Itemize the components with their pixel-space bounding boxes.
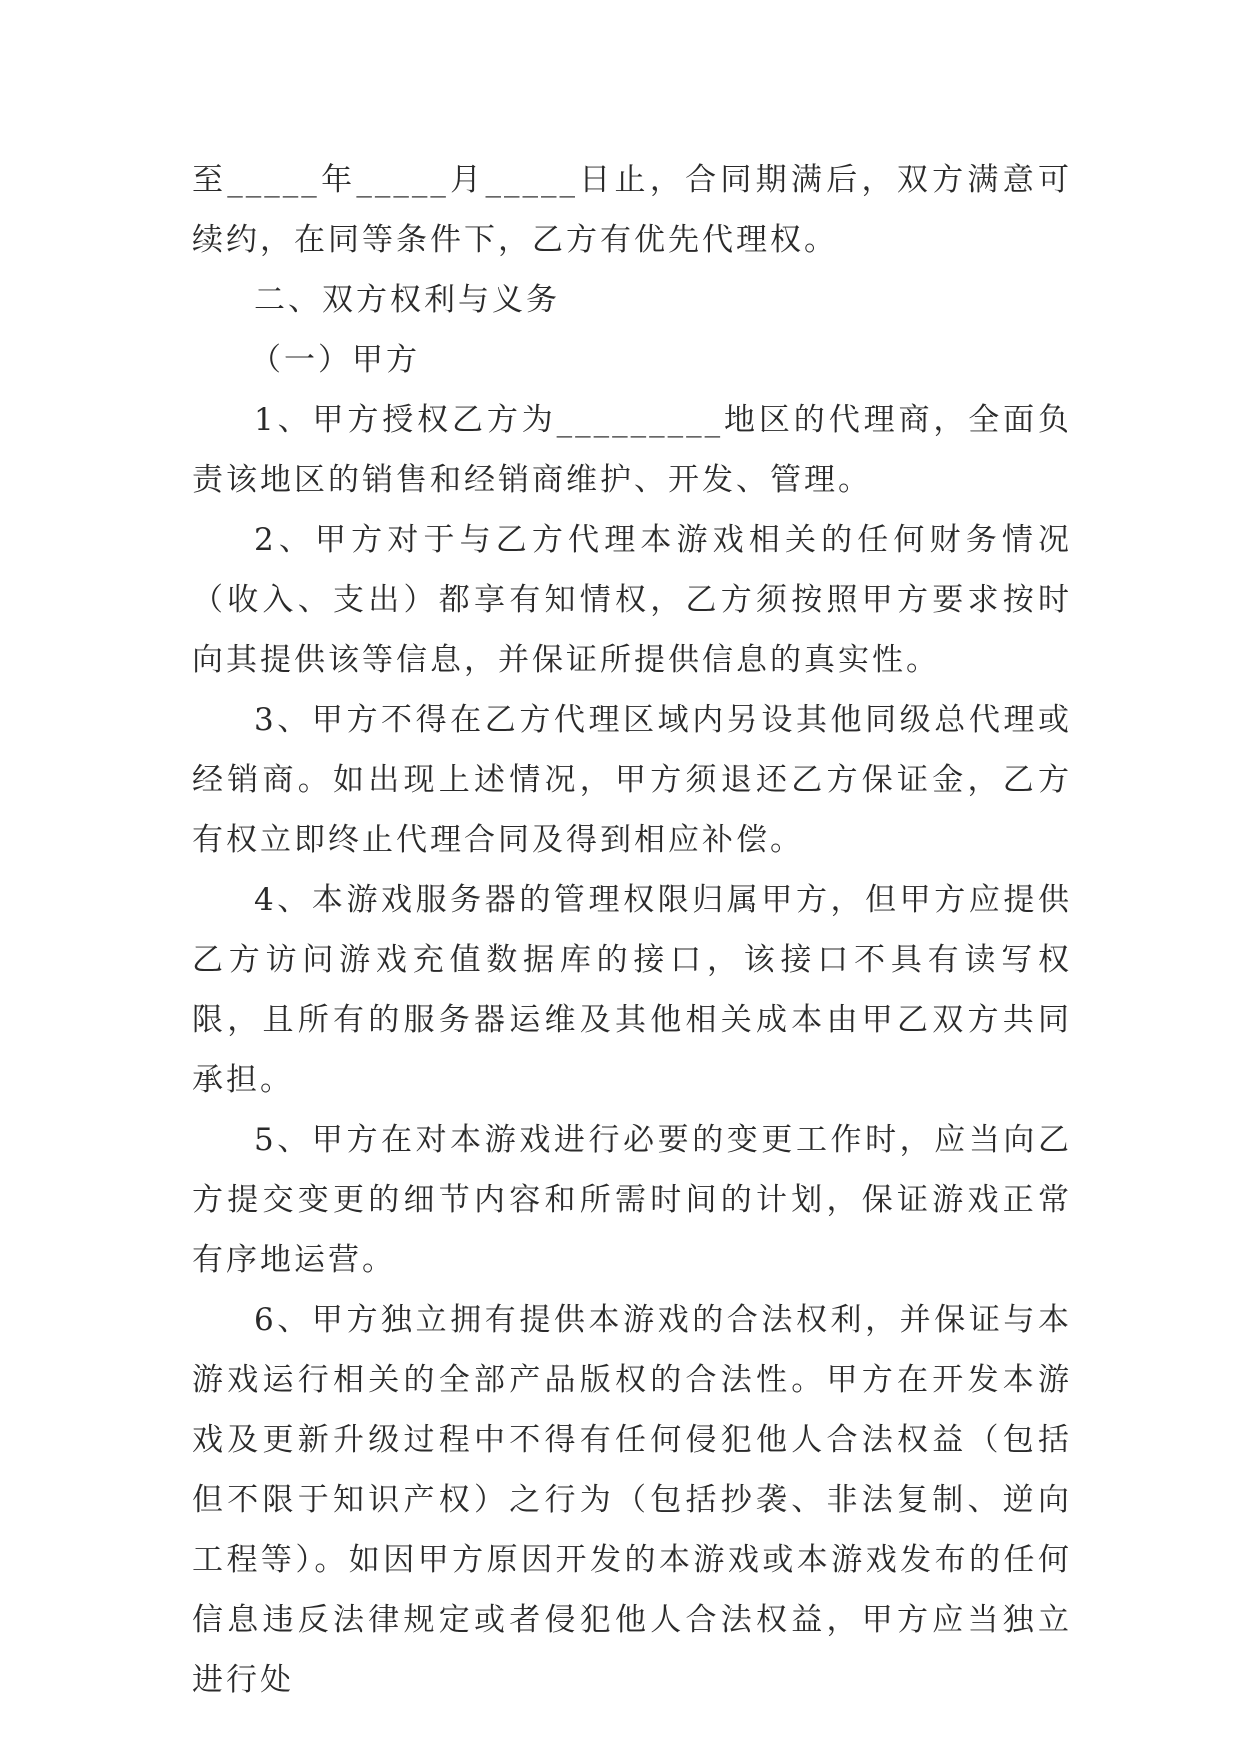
document-page (192, 150, 1072, 1710)
clause-2: 2、甲方对于与乙方代理本游戏相关的任何财务情况（收入、支出）都享有知情权，乙方须按照甲方要求按时向其提供该等信息，并保证所提供信息的真实性。 (192, 522, 1072, 678)
paragraph-contract-term: 至_____年_____月_____日止，合同期满后，双方满意可续约，在同等条件下，乙方有优先代理权。 (192, 162, 1072, 258)
clause-6: 6、甲方独立拥有提供本游戏的合法权利，并保证与本游戏运行相关的全部产品版权的合法性。甲方在开发本游戏及更新升级过程中不得有任何侵犯他人合法权益（包括但不限于知识产权）之行为（包括抄袭、非法复制、逆向工程等）。如因甲方原因开发的本游戏或本游戏发布的任何信息违反法律规定或者侵犯他人合法权益，甲方应当独立进行处 (192, 1302, 1072, 1698)
clause-5: 5、甲方在对本游戏进行必要的变更工作时，应当向乙方提交变更的细节内容和所需时间的计划，保证游戏正常有序地运营。 (192, 1122, 1072, 1278)
clause-3: 3、甲方不得在乙方代理区域内另设其他同级总代理或经销商。如出现上述情况，甲方须退还乙方保证金，乙方有权立即终止代理合同及得到相应补偿。 (192, 702, 1072, 858)
section-heading-rights-obligations: 二、双方权利与义务 (254, 282, 560, 318)
clause-4: 4、本游戏服务器的管理权限归属甲方，但甲方应提供乙方访问游戏充值数据库的接口，该接口不具有读写权限，且所有的服务器运维及其他相关成本由甲乙双方共同承担。 (192, 882, 1072, 1098)
subsection-heading-party-a: （一）甲方 (250, 342, 420, 378)
clause-1: 1、甲方授权乙方为_________地区的代理商，全面负责该地区的销售和经销商维护、开发、管理。 (192, 402, 1072, 498)
